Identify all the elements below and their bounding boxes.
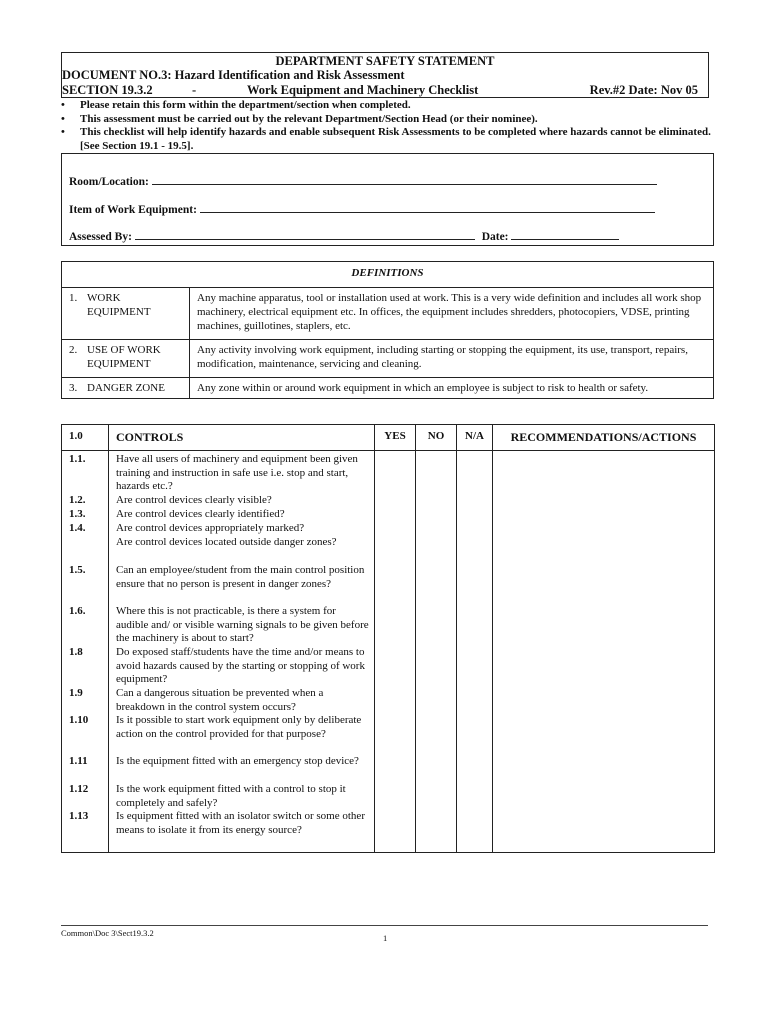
item-number: 1.13 bbox=[69, 810, 89, 822]
bullet-icon: • bbox=[61, 99, 65, 111]
control-question: Have all users of machinery and equipment been given training and instruction in safe use i.e. stop and start, hazards etc.? bbox=[116, 453, 358, 493]
control-question: Do exposed staff/students have the time and/or means to avoid hazards caused by the starting or stopping of work equipment? bbox=[116, 646, 365, 686]
page-number: 1 bbox=[383, 933, 388, 943]
bullet-text: Please retain this form within the department/section when completed. bbox=[80, 99, 411, 111]
header-dash: - bbox=[192, 83, 197, 97]
room-location-field[interactable] bbox=[152, 174, 657, 185]
date-label: Date: bbox=[481, 231, 509, 243]
bullet-item bbox=[61, 126, 711, 153]
control-question: Are control devices clearly visible? bbox=[116, 494, 272, 506]
controls-table bbox=[61, 424, 715, 853]
definition-number: 3. bbox=[69, 382, 78, 394]
item-number: 1.5. bbox=[69, 564, 86, 576]
controls-header-controls: CONTROLS bbox=[109, 425, 375, 451]
controls-body-row bbox=[62, 451, 715, 853]
header-subject: Work Equipment and Machinery Checklist bbox=[247, 83, 479, 97]
definition-number: 2. bbox=[69, 344, 78, 356]
definition-term-text: USE OF WORK EQUIPMENT bbox=[87, 344, 161, 370]
bullet-item bbox=[61, 99, 711, 113]
control-question: Where this is not practicable, is there a system for audible and/ or visible warning signals to be given before the machinery is about to start? bbox=[116, 605, 369, 645]
controls-header-yes: YES bbox=[375, 425, 416, 451]
work-equipment-label: Item of Work Equipment: bbox=[69, 204, 197, 216]
definitions-table bbox=[61, 261, 714, 399]
bullet-item bbox=[61, 113, 711, 127]
work-equipment-field[interactable] bbox=[200, 202, 655, 213]
control-question: Is equipment fitted with an isolator switch or some other means to isolate it from its energy source? bbox=[116, 810, 365, 836]
bullet-icon: • bbox=[61, 112, 65, 125]
controls-question-column bbox=[109, 451, 375, 853]
item-number: 1.12 bbox=[69, 783, 89, 795]
work-equipment-row bbox=[69, 202, 655, 216]
item-number: 1.3. bbox=[69, 508, 86, 520]
bullet-text: This checklist will help identify hazards and enable subsequent Risk Assessments to be completed where hazards cannot be eliminated. [See Section 19.1 - 19.5]. bbox=[80, 126, 711, 152]
item-number: 1.4. bbox=[69, 522, 86, 534]
footer-path: Common\Doc 3\Sect19.3.2 bbox=[61, 928, 154, 938]
footer-divider bbox=[61, 925, 708, 926]
definition-text: Any machine apparatus, tool or installation used at work. This is a very wide definition and includes all work shop machinery, electrical equipment etc. In offices, the equipment includes shredders, photocopiers, VDSE, printing machines, guillotines, staplers, etc. bbox=[190, 288, 714, 340]
item-number: 1.10 bbox=[69, 714, 89, 726]
control-question: Are control devices clearly identified? bbox=[116, 508, 285, 520]
control-question: Is the equipment fitted with an emergency stop device? bbox=[116, 755, 359, 767]
item-number: 1.9 bbox=[69, 687, 83, 699]
controls-header-recommendations: RECOMMENDATIONS/ACTIONS bbox=[493, 425, 715, 451]
control-question: Are control devices located outside danger zones? bbox=[116, 536, 337, 548]
header-section: SECTION 19.3.2 bbox=[62, 83, 153, 97]
item-number: 1.11 bbox=[69, 755, 88, 767]
definition-row bbox=[62, 378, 714, 399]
control-question: Is it possible to start work equipment only by deliberate action on the control provided for that purpose? bbox=[116, 714, 362, 740]
date-field[interactable] bbox=[511, 229, 619, 240]
item-number: 1.1. bbox=[69, 453, 86, 465]
assessed-by-field[interactable] bbox=[135, 229, 475, 240]
control-question: Can a dangerous situation be prevented when a breakdown in the control system occurs? bbox=[116, 687, 324, 713]
na-answer-column[interactable] bbox=[457, 451, 493, 853]
definition-term-text: WORK EQUIPMENT bbox=[87, 292, 151, 318]
room-location-row bbox=[69, 174, 657, 188]
definition-text: Any zone within or around work equipment in which an employee is subject to risk to health or safety. bbox=[190, 378, 714, 399]
item-number: 1.6. bbox=[69, 605, 86, 617]
definition-term bbox=[62, 288, 190, 340]
header-document: DOCUMENT NO.3: Hazard Identification and Risk Assessment bbox=[62, 68, 405, 82]
instruction-bullets bbox=[61, 99, 711, 153]
controls-number-column bbox=[62, 451, 109, 853]
item-number: 1.8 bbox=[69, 646, 83, 658]
definition-term bbox=[62, 340, 190, 378]
bullet-text: This assessment must be carried out by the relevant Department/Section Head (or their nominee). bbox=[80, 112, 538, 125]
definition-text: Any activity involving work equipment, including starting or stopping the equipment, its use, transport, repairs, modification, maintenance, servicing and cleaning. bbox=[190, 340, 714, 378]
definition-row bbox=[62, 340, 714, 378]
definition-number: 1. bbox=[69, 292, 78, 304]
header-revision: Rev.#2 Date: Nov 05 bbox=[589, 83, 698, 97]
assessment-info-box bbox=[61, 153, 714, 246]
yes-answer-column[interactable] bbox=[375, 451, 416, 853]
no-answer-column[interactable] bbox=[416, 451, 457, 853]
control-question: Are control devices appropriately marked? bbox=[116, 522, 305, 534]
item-number bbox=[69, 536, 107, 564]
control-question: Can an employee/student from the main control position ensure that no person is present in danger zones? bbox=[116, 564, 365, 590]
definitions-title: DEFINITIONS bbox=[62, 262, 714, 288]
controls-header-na: N/A bbox=[457, 425, 493, 451]
definition-term bbox=[62, 378, 190, 399]
controls-header-no: NO bbox=[416, 425, 457, 451]
assessed-by-label: Assessed By: bbox=[69, 231, 132, 243]
document-header bbox=[61, 52, 709, 98]
recommendations-column[interactable] bbox=[493, 451, 715, 853]
definition-row bbox=[62, 288, 714, 340]
control-question: Is the work equipment fitted with a control to stop it completely and safely? bbox=[116, 783, 346, 809]
assessed-by-row bbox=[69, 229, 619, 243]
item-number: 1.2. bbox=[69, 494, 86, 506]
bullet-icon: • bbox=[61, 126, 65, 138]
room-location-label: Room/Location: bbox=[69, 176, 149, 188]
header-title: DEPARTMENT SAFETY STATEMENT bbox=[275, 54, 495, 68]
controls-header-number: 1.0 bbox=[62, 425, 109, 451]
definition-term-text: DANGER ZONE bbox=[87, 382, 165, 394]
